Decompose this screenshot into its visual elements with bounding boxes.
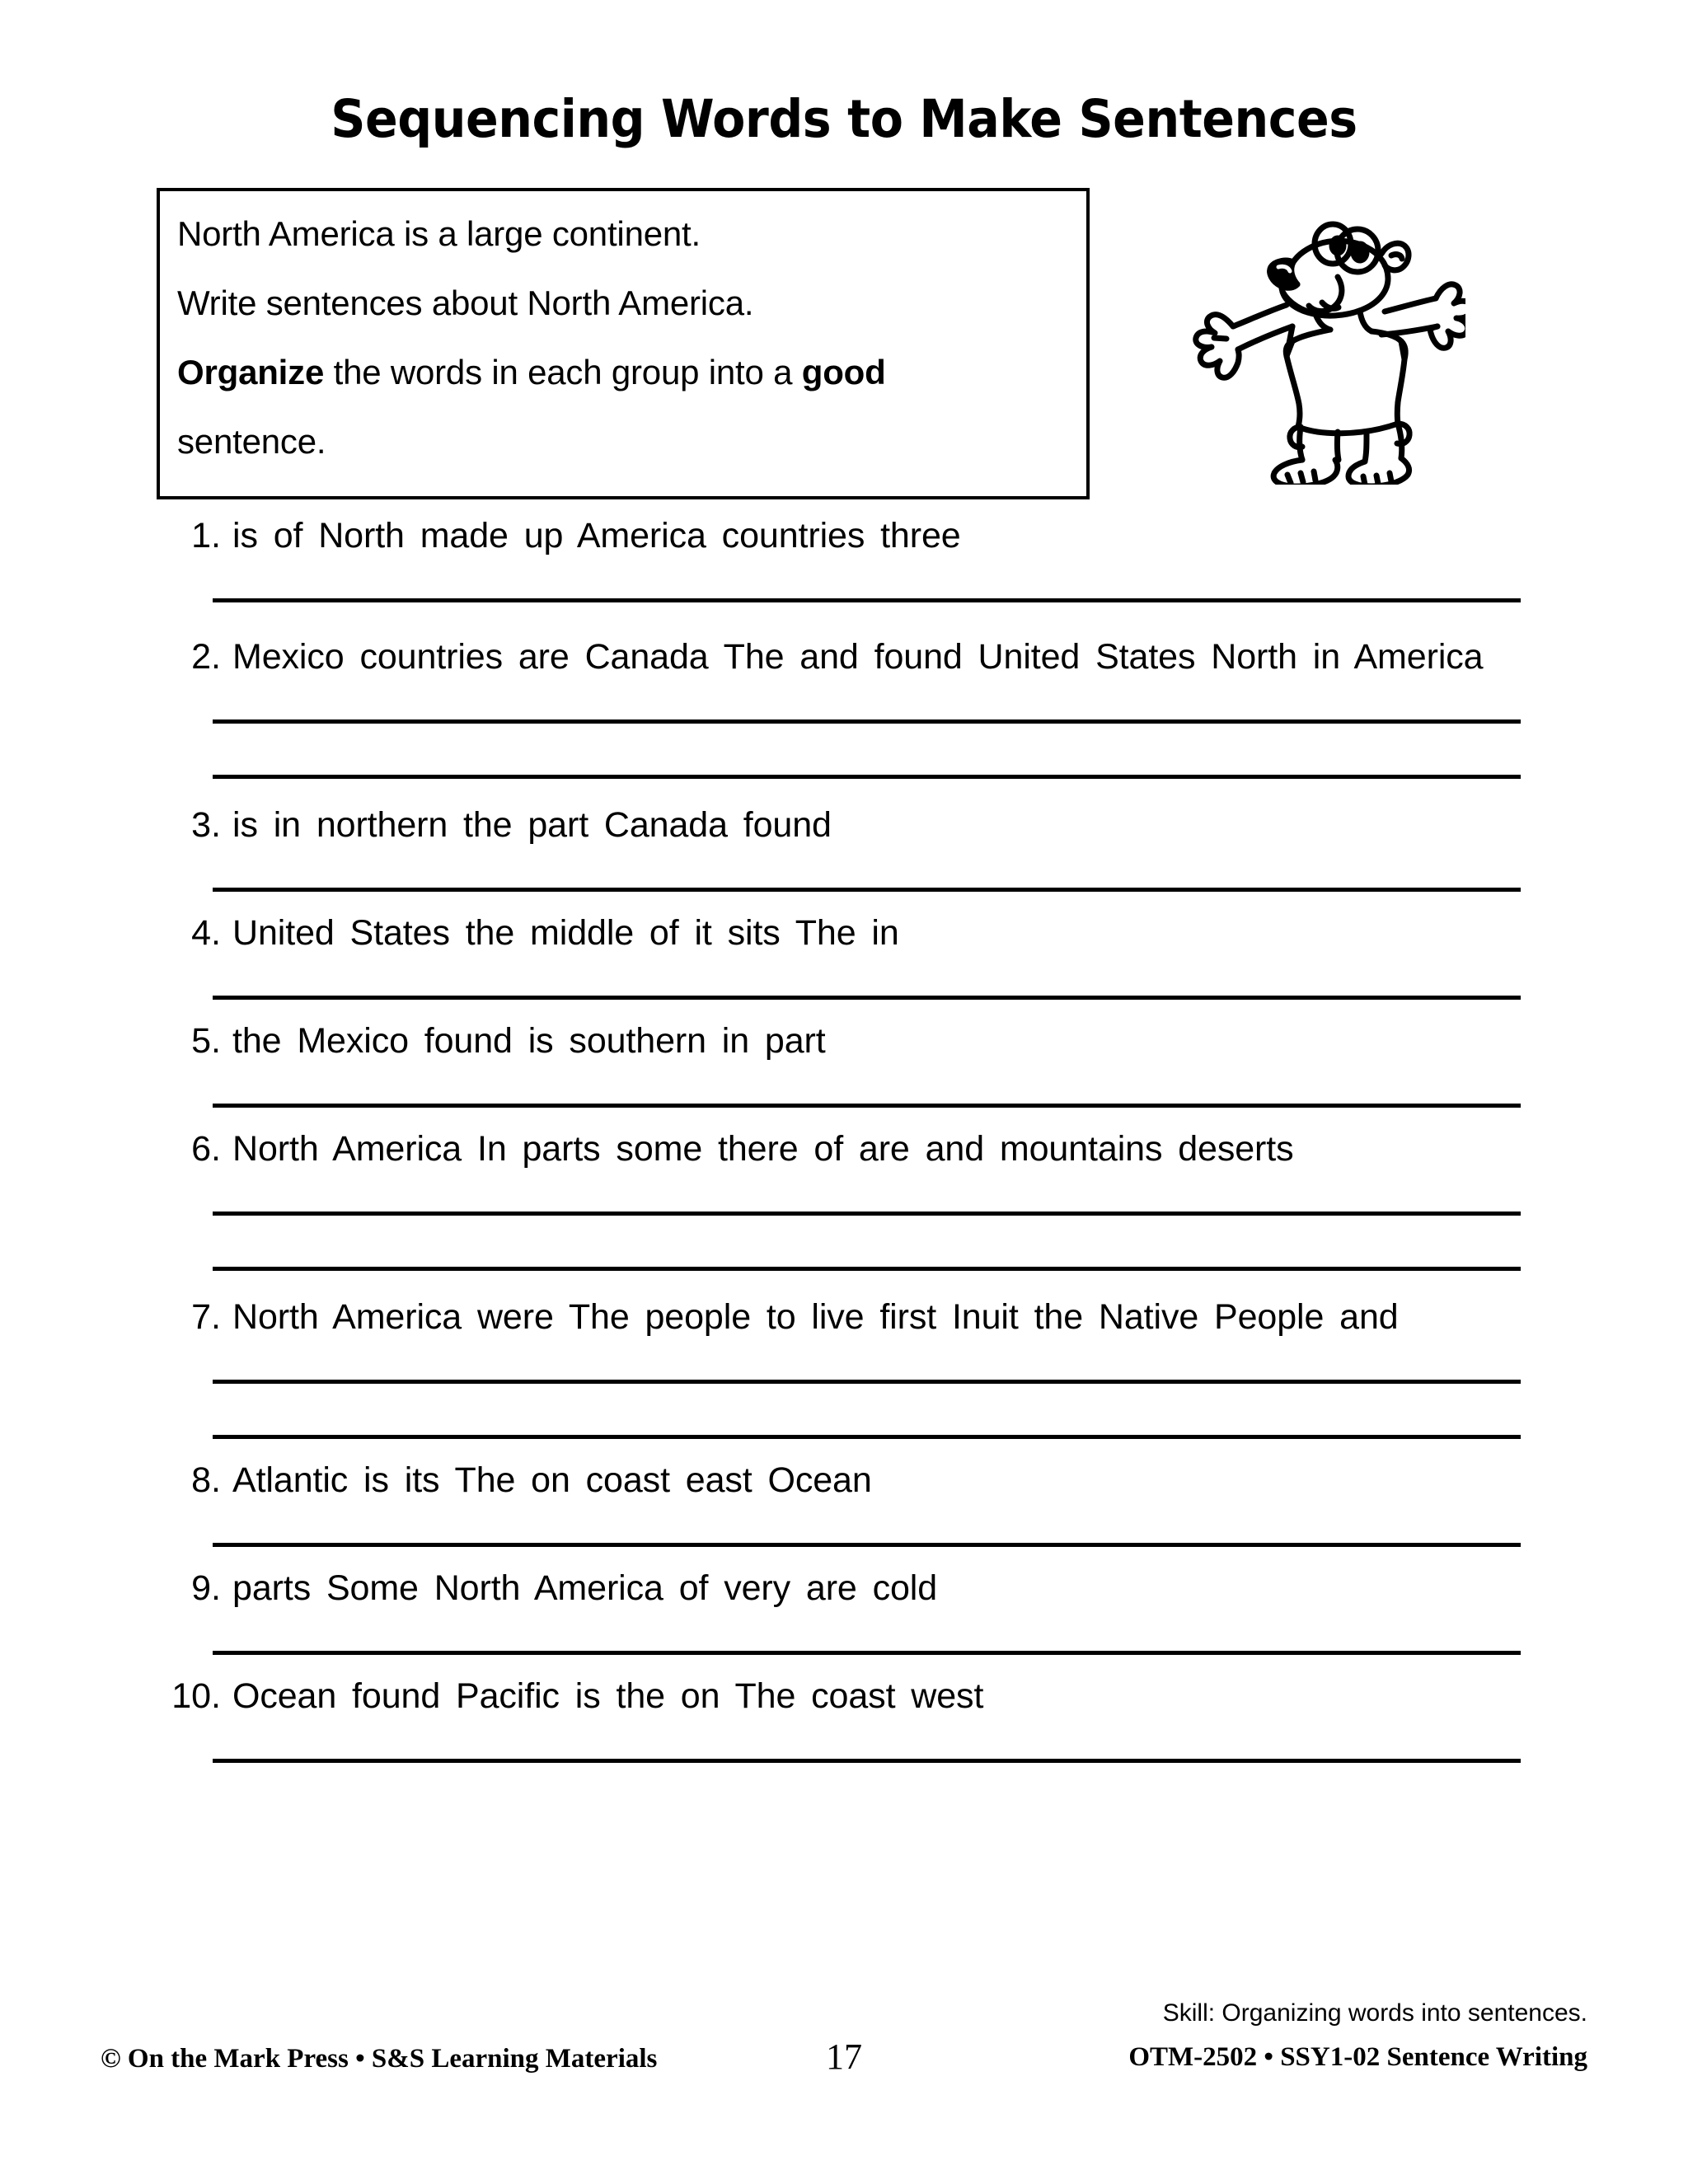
instruction-line-3 xyxy=(177,338,1117,407)
footer-product-code: OTM-2502 • SSY1-02 Sentence Writing xyxy=(1128,2042,1587,2072)
exercise-number: 1. xyxy=(191,516,221,555)
exercise-number: 5. xyxy=(191,1021,221,1061)
instruction-line-4: sentence. xyxy=(177,422,326,461)
instruction-line-2: Write sentences about North America. xyxy=(177,284,754,322)
answer-lines xyxy=(0,687,1688,779)
exercise-item-4 xyxy=(0,892,1688,1000)
instruction-emphasis-good: good xyxy=(801,353,886,391)
answer-lines xyxy=(0,565,1688,602)
answer-line[interactable] xyxy=(213,1759,1521,1763)
footer-meta xyxy=(1128,1999,1587,2073)
exercise-words: Ocean found Pacific is the on The coast west xyxy=(232,1676,984,1716)
answer-lines xyxy=(0,1347,1688,1439)
exercise-item-5 xyxy=(0,1000,1688,1108)
exercise-number: 6. xyxy=(191,1129,221,1169)
instruction-line-1: North America is a large continent. xyxy=(177,214,701,253)
exercise-number: 8. xyxy=(191,1460,221,1500)
exercise-item-2 xyxy=(0,602,1688,779)
page-number: 17 xyxy=(826,2036,862,2077)
exercise-item-10 xyxy=(0,1655,1688,1763)
exercise-item-6 xyxy=(0,1108,1688,1271)
exercise-number: 9. xyxy=(191,1568,221,1608)
answer-lines xyxy=(0,1726,1688,1763)
answer-lines xyxy=(0,1618,1688,1655)
exercise-item-8 xyxy=(0,1439,1688,1547)
instruction-emphasis-organize: Organize xyxy=(177,353,325,391)
answer-lines xyxy=(0,1071,1688,1108)
exercise-item-9 xyxy=(0,1547,1688,1655)
cartoon-bear-icon xyxy=(1169,180,1465,485)
exercise-words: the Mexico found is southern in part xyxy=(232,1021,826,1061)
exercise-list xyxy=(0,509,1688,1763)
exercise-words: Atlantic is its The on coast east Ocean xyxy=(232,1460,872,1500)
footer-copyright: © On the Mark Press • S&S Learning Materials xyxy=(101,2044,658,2074)
exercise-item-7 xyxy=(0,1271,1688,1439)
exercise-words: North America In parts some there of are and mountains deserts xyxy=(232,1129,1294,1169)
instruction-text xyxy=(177,199,1117,476)
exercise-number: 4. xyxy=(191,913,221,953)
page-footer xyxy=(0,1993,1688,2092)
answer-lines xyxy=(0,855,1688,892)
instruction-line-3-mid: the words in each group into a xyxy=(324,353,802,391)
exercise-words: is of North made up America countries three xyxy=(232,516,961,555)
exercise-number: 7. xyxy=(191,1297,221,1337)
answer-lines xyxy=(0,1510,1688,1547)
exercise-number: 2. xyxy=(191,637,221,677)
answer-lines xyxy=(0,1179,1688,1271)
exercise-words: Mexico countries are Canada The and found United States North in America xyxy=(232,637,1484,677)
exercise-words: is in northern the part Canada found xyxy=(232,805,832,845)
exercise-words: United States the middle of it sits The in xyxy=(232,913,899,953)
answer-lines xyxy=(0,963,1688,1000)
exercise-words: North America were The people to live first Inuit the Native People and xyxy=(232,1297,1399,1337)
exercise-item-1 xyxy=(0,509,1688,602)
exercise-number: 3. xyxy=(191,805,221,845)
footer-skill-label: Skill: Organizing words into sentences. xyxy=(1162,1999,1587,2027)
page-title: Sequencing Words to Make Sentences xyxy=(331,89,1357,149)
exercise-number: 10. xyxy=(171,1676,221,1716)
exercise-item-3 xyxy=(0,779,1688,892)
exercise-words: parts Some North America of very are cold xyxy=(232,1568,938,1608)
